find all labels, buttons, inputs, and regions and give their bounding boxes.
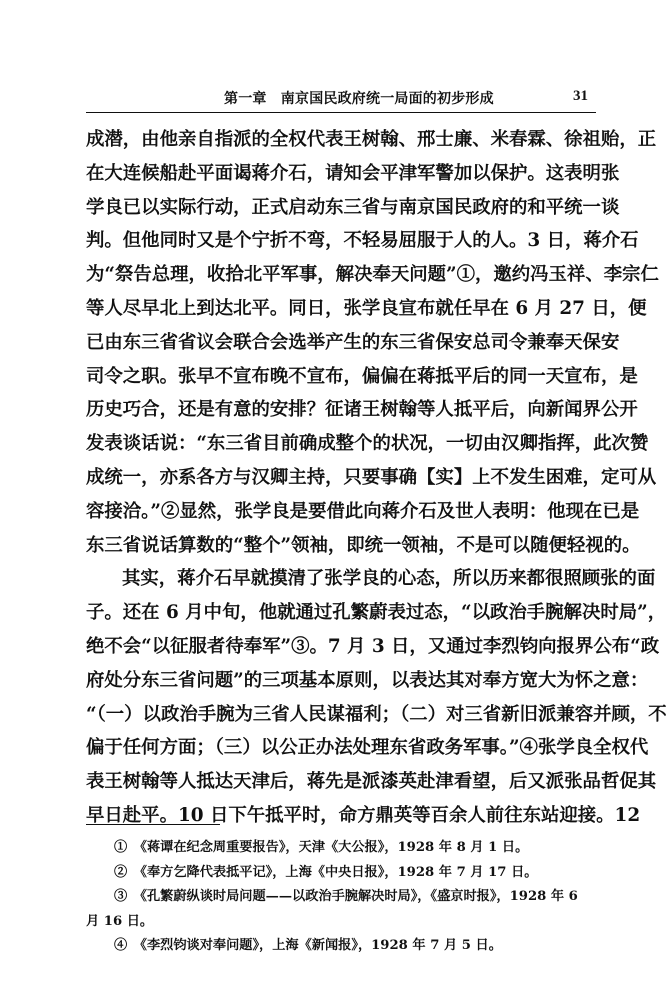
- footnote-3: ③ 《孔繁蔚纵谈时局问题——以政治手腕解决时局》，《盛京时报》，1928 年 6: [114, 889, 578, 904]
- footnote-rule: [86, 824, 220, 825]
- text-line: 在大连候船赴平面谒蒋介石，请知会平津军警加以保护。这表明张: [86, 162, 620, 184]
- text-line: 表王树翰等人抵达天津后，蒋先是派漆英赴津看望，后又派张品哲促其: [86, 771, 657, 793]
- text-line: “（一）以政治手腕为三省人民谋福利；（二）对三省新旧派兼容并顾，不: [86, 703, 667, 725]
- text-line: 判。但他同时又是个宁折不弯，不轻易屈服于人的人。3 日，蒋介石: [86, 230, 639, 252]
- text-line: 早日赴平。10 日下午抵平时，命方鼎英等百余人前往东站迎接。12: [86, 804, 641, 826]
- text-line: 成统一，亦系各方与汉卿主持，只要事确【实】上不发生困难，定可从: [86, 466, 657, 488]
- text-line: 等人尽早北上到达北平。同日，张学良宣布就任早在 6 月 27 日，便: [86, 297, 647, 319]
- page-number: 31: [573, 88, 588, 104]
- text-line: 绝不会“以征服者待奉军”③。7 月 3 日，又通过李烈钧向报界公布“政: [86, 635, 660, 657]
- text-line: 府处分东三省问题”的三项基本原则，以表达其对奉方宽大为怀之意：: [86, 669, 649, 691]
- text-line: 为“祭告总理，收拾北平军事，解决奉天问题”①，邀约冯玉祥、李宗仁: [86, 264, 659, 286]
- text-line: 成潜，由他亲自指派的全权代表王树翰、邢士廉、米春霖、徐祖贻，正: [86, 129, 657, 150]
- text-line: 历史巧合，还是有意的安排？征诸王树翰等人抵平后，向新闻界公开: [86, 399, 638, 421]
- footnote-2: ② 《奉方乞降代表抵平记》，上海《中央日报》，1928 年 7 月 17 日。: [114, 864, 538, 880]
- text-line: 发表谈话说：“东三省目前确成整个的状况，一切由汉卿指挥，此次赞: [86, 433, 649, 455]
- text-line: 容接洽。”②显然，张学良是要借此向蒋介石及世人表明：他现在已是: [86, 500, 640, 522]
- footnotes: [86, 836, 596, 959]
- text-line: 学良已以实际行动，正式启动东三省与南京国民政府的和平统一谈: [86, 196, 620, 218]
- text-line: 已由东三省省议会联合会选举产生的东三省保安总司令兼奉天保安: [86, 331, 620, 353]
- footnote-4: ④ 《李烈钧谈对奉问题》，上海《新闻报》，1928 年 7 月 5 日。: [114, 938, 502, 953]
- paragraph-start-line: 其实，蒋介石早就摸清了张学良的心态，所以历来都很照顾张的面: [122, 568, 656, 590]
- header-rule: [86, 112, 596, 113]
- footnote-1: ① 《蒋谭在纪念周重要报告》，天津《大公报》，1928 年 8 月 1 日。: [114, 840, 529, 855]
- chapter-title: 第一章 南京国民政府统一局面的初步形成: [224, 91, 494, 107]
- body-text: [86, 123, 667, 833]
- text-line: 司令之职。张早不宣布晚不宣布，偏偏在蒋抵平后的同一天宣布，是: [86, 365, 638, 387]
- text-line: 东三省说话算数的“整个”领袖，即统一领袖，不是可以随便轻视的。: [86, 534, 641, 556]
- text-line: 子。还在 6 月中旬，他就通过孔繁蔚表过态，“以政治手腕解决时局”，: [86, 602, 667, 624]
- text-line: 偏于任何方面；（三）以公正办法处理东省政务军事。”④张学良全权代: [86, 737, 649, 759]
- footnote-3-continuation: 月 16 日。: [86, 913, 154, 929]
- running-header: [86, 86, 596, 108]
